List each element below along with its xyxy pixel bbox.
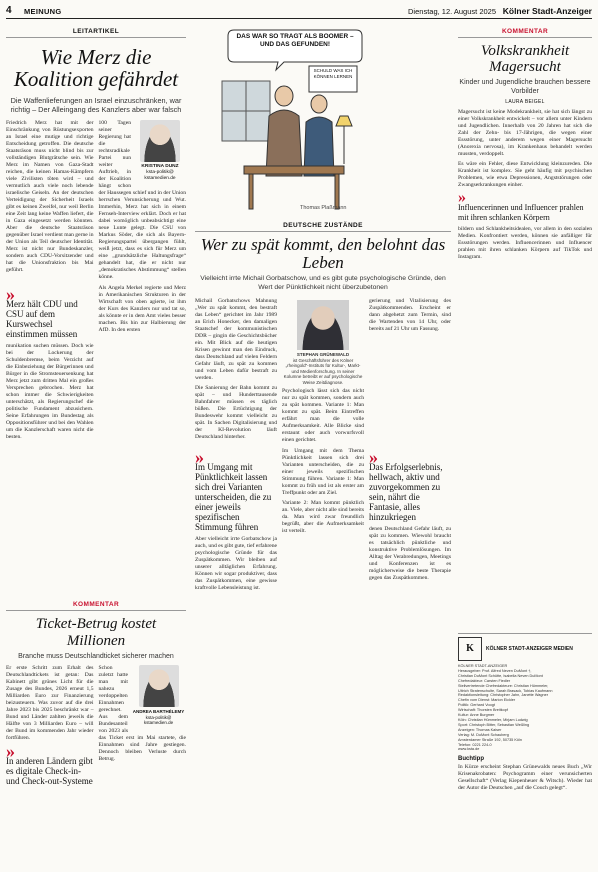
ticket-quote: » In anderen Ländern gibt es digitale Check-in- und Check-out-Systeme	[6, 741, 93, 786]
volkskrankheit-quote: » Influencerinnen und Influencer prahlen mit ihren schlanken Körpern	[458, 189, 584, 222]
ticket-title: Ticket-Betrug kostet Millionen	[35, 616, 157, 649]
leitartikel	[6, 22, 186, 441]
author-portrait	[140, 120, 180, 162]
zustaende-body-6: Im Umgang mit dem Thema Pünktlichkeit lassen sich drei Varianten unterscheiden, die zu einer jeweils spezifischen Stimmung führen. Variante 1: Man kommt zu früh und ist als erster am Treffpunkt oder am Ziel.	[282, 448, 364, 496]
impressum-line: www.ksta.de	[458, 747, 480, 752]
impressum-line: Wirtschaft: Thorsten Breitkopf	[458, 708, 508, 713]
buchtipp-text: In Kürze erscheint Stephan Grünewalds neues Buch „Wir Krisenakrobaten: Psychogramm einer verunsicherten Gesellschaft“ (Verlag Kiepenheuer & Witsch). Wieder hat der Autor die Deutschen „auf die Couch gelegt“.	[458, 764, 592, 792]
zustaende-body-4: gerierung und Vitalisierung des Zuspätkommenden. Erscheint er dann abgehetzt zum Termin, sind die Wartenden von 14 Uhr, oder bereits auf 21 Uhr um Fassung.	[369, 298, 451, 332]
leitartikel-body-4: Als Angela Merkel regierte und Merz in Amerikanischen Strukturen in der Wirtschaft von oben agierte, ist ihm der Kurs des Kanzlers nur und tat so, als könnte er in dem Amt vieles besser machen. Bis hin zur Halbierung der AfD. In den ersten	[98, 285, 186, 333]
zustaende-quote-1: » Im Umgang mit Pünktlichkeit lassen sich drei Varianten unterscheiden, die zu einer jeweils spezifischen Stimmung führen	[195, 447, 272, 532]
paper-name: Kölner Stadt-Anzeiger	[502, 6, 592, 16]
impressum-line: Ultrich Stratenschulte, Sarah Brasack, Tobias Kaufmann	[458, 688, 553, 693]
ticket-body-1: Er erste Schritt zum Erhalt des Deutschlandtickets ist getan: Das Kabinett gibt grünes Licht für die Zusage des Bundes, 2026 erneut 1,5 Milliarden Euro zur Finanzierung beizusteuern. Was zuvor auf die drei Jahre 2023 bis 2025 beschränkt war – Bund und Länder zahlten jeweils die Hälfte von 3 Milliarden Euro – will der Bund im kommenden Jahr wieder fortführen.	[6, 665, 94, 741]
impressum	[458, 633, 592, 792]
zustaende-body-5: Aber vielleicht irrte Gorbatschow ja auch, und es gibt gute, tief erfahrene psychologische Gründe für das Zuspätkommen. Wir bleiben auf unserer alltäglichen Erfahrung. Können wir sogar produktiver, dass das Zuspätkommen, eine gewisse kraftvolle Lebensleistung ist.	[195, 536, 277, 591]
ticket-kommentar	[6, 601, 186, 790]
cartoon-bubble-text: DAS WAR SO TRAGT ALS BOOMER – UND DAS GEFUNDEN!	[236, 33, 354, 48]
volkskrankheit-author: LAURA BEIGEL	[505, 99, 545, 105]
volkskrankheit-body-1: Magersucht ist keine Modekrankheit, sie hat sich längst zu einer Volkskrankheit entwickelt – vor allem unter Kindern und Jugendlichen. Innerhalb von 20 Jahren hat sich die Zahl der Zehn- bis 17-Jährigen, die wegen einer Essstörung, unter anderem wegen einer Magersucht (Anorexia nervosa), im Krankenhaus behandelt werden mussten, verdoppelt.	[458, 109, 592, 157]
volkskrankheit	[458, 22, 592, 261]
author-photo	[297, 300, 349, 350]
zustaende-body-1: Michail Gorbatschows Mahnung „Wer zu spät kommt, den bestraft das Leben“ gerichtet im Jahr 1989 an Erich Honecker, den damaligen Staatschef der kommunistischen DDR – gingin die Geschichtsbücher ein. Mit Blick auf die heutigen Krisen gewinnt man den Eindruck, dass Deutschland auf vielen Feldern Gefahr läuft, zu spät zu kommen und vom Leben dafür bestraft zu werden.	[195, 298, 277, 381]
impressum-line: Sport: Christoph Bitter, Sebastian Weßling	[458, 722, 530, 727]
author-contact: ksta-politik@ kstamedien.de	[144, 170, 176, 181]
volkskrankheit-kicker: KOMMENTAR	[458, 22, 592, 38]
impressum-line: Amsterdamer Straße 192, 50735 Köln	[458, 737, 522, 742]
zustaende-body-8: denen Deutschland Gefahr läuft, zu spät zu kommen. Wiewohl braucht es tatsächlich pünktliche und konstruktive Problemlösungen. Im Alltag der Verabredungen, Meetings und Konferenzen ist es möglicherweise die beste Therapie gegen das Zuspätkommen.	[369, 526, 451, 581]
leitartikel-quote: » Merz hält CDU und CSU auf dem Kurswechsel einstimmen müssen	[6, 284, 78, 339]
zustaende-body-2: Die Sanierung der Bahn kommt zu spät – und Hunderttausende Bahnfahrer müssen es täglich büßen. Die Ertüchtigung der Bundeswehr kommt vielleicht zu spät. In Sachen Digitalisierung und der KI-Revolution läuft Deutschland hinterher.	[195, 385, 277, 440]
author-portrait	[139, 665, 179, 707]
publisher-logo: K	[458, 637, 482, 661]
impressum-line: Christian DuMont Schütte, Isabella Neven DuMont	[458, 673, 543, 678]
leitartikel-body-3: munikation suchen müssen. Doch wie bei der Lockerung der Schuldenbremse, beim Verzicht auf die Einbeziehung der Bürgerinnen und Bürger in die Stromsteuersenkung hat Merz jetzt zum dritten Mal ein großes Versprechen gebrochen. Merz hat schon immer die Schwierigkeiten unterschätzt, als Regierungschef die politische Fundament abzusichern. Seine Erfahrungen im Bundestag als Oppositionsführer und bei den Wahlen um die Kanzlerschaft waren nicht die besten.	[6, 343, 94, 440]
impressum-line: Stellvertretende Chefredakteure: Christian Hümmeler,	[458, 683, 549, 688]
impressum-line: KÖLNER STADT-ANZEIGER	[458, 664, 508, 668]
zustaende-teaser: Vielleicht irrte Michail Gorbatschow, und es gibt gute psychologische Gründe, den Wert der Pünktlichkeit nicht überzubetonen	[200, 275, 446, 291]
impressum-line: Anzeigen: Thomas Kaiser	[458, 727, 502, 732]
author-contact: ksta-politik@ kstamedien.de	[143, 714, 174, 725]
impressum-title: KÖLNER STADT-ANZEIGER MEDIEN	[486, 646, 573, 652]
impressum-line: Telefon: 0221 224-0	[458, 742, 492, 747]
impressum-line: Redaktionsleitung: Christopher Jahn, Janette Wagner	[458, 693, 548, 698]
buchtipp	[458, 756, 592, 792]
volkskrankheit-body-2: Es wäre ein Fehler, diese Entwicklung kleinzureden. Die Krankheit ist komplex. Sie geht häufig mit psychischen Problemen, wie etwa Depressionen, Angststörungen oder Zwangserkrankungen einher.	[458, 161, 592, 188]
impressum-line: Chefredakteur: Carsten Fiedler	[458, 678, 511, 683]
impressum-line: Politik: Gerhard Voogt	[458, 703, 495, 708]
section-name: MEINUNG	[24, 7, 62, 16]
leitartikel-kicker: LEITARTIKEL	[6, 28, 186, 38]
ticket-kicker: KOMMENTAR	[6, 601, 186, 611]
issue-date: Dienstag, 12. August 2025	[408, 7, 496, 16]
masthead	[6, 4, 592, 19]
buchtipp-title: Buchtipp	[458, 756, 484, 763]
zustaende-title: Wer zu spät kommt, den belohnt das Leben	[200, 235, 446, 272]
leitartikel-title: Wie Merz die Koalition gefährdet	[13, 45, 179, 91]
zustaende-body-7: Variante 2: Man kommt pünktlich an. Viele, aber nicht alle sind bereits da. Man wird zwar freundlich begrüßt, aber die Aufmerksamkeit ist verteilt.	[282, 500, 364, 534]
page-number: 4	[6, 5, 12, 16]
zustaende-author: STEPHAN GRÜNEWALD ist Geschäftsführer des Kölner „rheingold“-Instituts für Kultur-, Markt- und Medienforschung. In seiner Kolumne betreibt er auf psychologische Weise Zeitdiagnose.	[283, 352, 363, 385]
leitartikel-teaser: Die Waffenlieferungen an Israel einzuschränken, war richtig – Der Alleingang des Kanzlers aber war falsch	[10, 96, 182, 114]
cartoon-illustration	[214, 26, 364, 214]
zustaende-kicker: DEUTSCHE ZUSTÄNDE	[195, 222, 451, 232]
volkskrankheit-title: Volkskrankheit Magersucht	[480, 43, 570, 75]
impressum-line: Herausgeber: Prof. Alfred Neven DuMont †,	[458, 668, 532, 673]
impressum-line: Verlag: M. DuMont Schauberg	[458, 732, 509, 737]
author-name: ANDREA BARTHÉLEMY	[132, 709, 185, 714]
impressum-lines	[458, 664, 592, 752]
zustaende-quote-2: » Das Erfolgserlebnis, hellwach, aktiv und zuvorgekommen zu sein, nährt die Fantasie, alles hinzukriegen	[369, 447, 443, 522]
deutsche-zustaende	[195, 222, 451, 592]
impressum-line: Köln: Christian Hümmeler, Mirjam Ludwig	[458, 717, 528, 722]
zustaende-body-3: Psychologisch lässt sich das nicht nur zu spät kommen, sondern auch zu spät kommen. Variante 1: Man kommt zu spät. Beim Eintreffen erfährt man die volle Aufmerksamkeit. Alle Blicke sind erstaunt oder auch vorwurfsvoll einen gerichtet.	[282, 388, 364, 443]
impressum-line: Chefin vom Dienst: Marion Eickler	[458, 698, 516, 703]
impressum-line: Kultur: Anne Burgmer	[458, 713, 495, 718]
volkskrankheit-body-3: bildern und Schlankheitsidealen, vor allem in den sozialen Medien. Konfrontiert werden, können sie anfälliger für Essstörungen werden. Influencerinnen und Influencer prahlen mit ihren schlanken Körpern auf TikTok und Instagram.	[458, 226, 592, 260]
leitartikel-body-2: 100 Tagen seiner Regierung hat die rechtsradikale Partei nun weiter Auftrieb, in der Koalition hängt schon der Haussegen schief und in der Union herrschen Verunsicherung und Wut. Immerhin, Merz hat sich in einem Fernseh-Interview erklärt. Doch er hat dabei womöglich unbeabsichtigt eine neue Lunte gelegt. Die CSU von Markus Söder, die sich als Bayern-Regierungspartei übergangen fühlt, weiß jetzt, dass es sich für Merz um eine „grundsätzliche Haltungsfrage“ gehandelt hat, die er nicht nur „demokratisches Abstimmung“ stellen könne.	[98, 120, 186, 280]
volkskrankheit-teaser: Kinder und Jugendliche brauchen bessere Vorbilder	[459, 79, 591, 95]
ticket-body-2: Schon zuletzt hatte man mit nahezu verdoppelten Einnahmen gerechnet. Aus dem Bundesanteil von 2023 als das Ticket erst im Mai startete, die Einnahmen sind Jahre gestiegen. Dennoch bleiben Verluste durch Betrug.	[98, 665, 186, 762]
ticket-author	[131, 665, 186, 726]
leitartikel-body-1: Friedrich Merz hat mit der Einschränkung von Rüstungsexporten an Israel eine mutige und richtige Entscheidung getroffen. Die deutsche Staatsräson muss nicht blind bis zur vollständigen Blutgrätsche sein. Wie Merz im Namen von Gaza-Stadt reichen, die keinen Hamas-Kämpfern viele Zivilisten töten wird – und vermutlich auch viele noch lebende israelische Geiseln. An der deutschen Verteidigung der Sicherheit Israels gibt es keinen Zweifel, nur weil Berlin eine Zeit lang keine Waffen liefert, die in Gaza eingesetzt werden könnten. Aber die deutsche Staatsräson gegenüber Israel verdient man gerne in der Union als Teil deutscher Identität. Merz ist nicht nur Bundeskanzler, sondern auch CDU-Vorsitzender und hat die Unionsfraktion bis Mai geführt.	[6, 120, 94, 273]
cartoon-sign-text: SCHULD WAS ICH KÖNNEN LERNEN	[313, 68, 353, 79]
cartoon-credit: Thomas Plaßmann	[300, 205, 347, 211]
ticket-subtitle: Branche muss Deutschlandticket sicherer machen	[18, 653, 174, 660]
leitartikel-author	[134, 120, 186, 182]
author-name: KRISTINA DUNZ	[141, 164, 179, 169]
